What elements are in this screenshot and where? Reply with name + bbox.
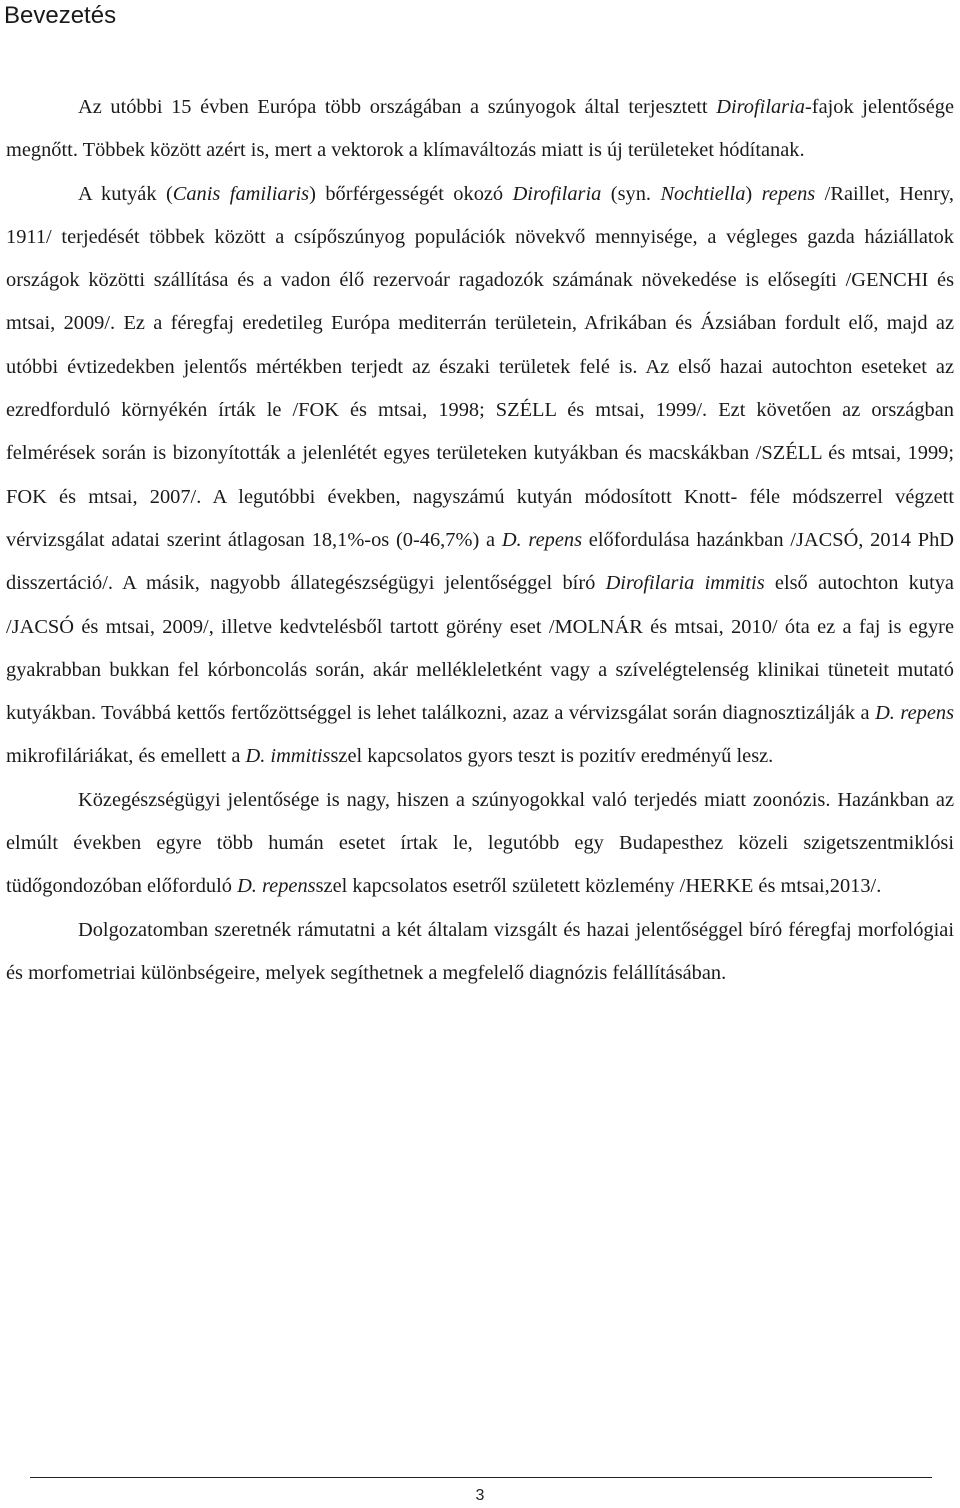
italic-term: D. immitis: [245, 745, 331, 768]
text-run: Dolgozatomban szeretnék rámutatni a két általam vizsgált és hazai jelentőséggel bíró féregfaj morfológiai és morfometriai különbségeire, melyek segíthetnek a megfelelő diagnózis felállításában.: [6, 918, 954, 984]
text-run: szel kapcsolatos esetről született közlemény /HERKE és mtsai,2013/.: [315, 875, 882, 898]
text-run: ) bőrférgességét okozó: [309, 182, 513, 205]
italic-term: D. repens: [875, 702, 955, 725]
page-number: 3: [475, 1487, 485, 1504]
text-run: /Raillet, Henry, 1911/ terjedését többek között a csípőszúnyog populációk növekvő mennyisége, a végleges gazda háziállatok országok közötti szállítása és a vadon élő rezervoár ragadozók számának növekedése is elősegíti /GENCHI és mtsai, 2009/. Ez a féregfaj eredetileg Európa mediterrán területein, Afrikában és Ázsiában fordult elő, majd az utóbbi évtizedekben jelentős mértékben terjedt az északi területek felé is. Az első hazai autochton eseteket az ezredforduló környékén írták le /FOK és mtsai, 1998; SZÉLL és mtsai, 1999/. Ezt követően az országban felmérések során is bizonyították a jelenlétét egyes területeken kutyákban és macskákban /SZÉLL és mtsai, 1999; FOK és mtsai, 2007/. A legutóbbi években, nagyszámú kutyán módosított Knott- féle módszerrel végzett vérvizsgálat adatai szerint átlagosan 18,1%-os (0-46,7%) a: [6, 182, 954, 551]
italic-term: Dirofilaria: [716, 96, 805, 118]
italic-term: Canis familiaris: [172, 182, 310, 205]
italic-term: repens: [761, 182, 816, 205]
paragraph-4: [6, 909, 954, 996]
italic-term: D. repens: [237, 875, 316, 898]
paragraph-3: [6, 779, 954, 909]
text-run: előfordulása hazánkban /JACSÓ, 2014 PhD disszertáció/. A másik, nagyobb állategészségügyi jelentőséggel bíró: [6, 528, 954, 595]
italic-term: Nochtiella: [660, 182, 746, 205]
footer-rule: [30, 1477, 932, 1478]
italic-term: Dirofilaria immitis: [605, 572, 765, 595]
paragraph-2: [6, 173, 954, 779]
italic-term: Dirofilaria: [512, 182, 602, 205]
text-run: A kutyák (: [78, 182, 173, 205]
text-run: (syn.: [601, 182, 661, 205]
text-run: mikrofiláriákat, és emellett a: [6, 745, 246, 768]
text-run: Az utóbbi 15 évben Európa több országában a szúnyogok által terjesztett: [78, 96, 717, 118]
body-text: [6, 86, 954, 995]
page-title: Bevezetés: [4, 2, 117, 29]
text-run: ): [745, 182, 762, 205]
text-run: Közegészségügyi jelentősége is nagy, hiszen a szúnyogokkal való terjedés miatt zoonózis. Hazánkban az elmúlt években egyre több humán esetet írtak le, legutóbb egy Budapesthez közeli szigetszentmiklósi tüdőgondozóban előforduló: [6, 788, 954, 898]
text-run: első autochton kutya /JACSÓ és mtsai, 2009/, illetve kedvtelésből tartott görény eset /MOLNÁR és mtsai, 2010/ óta ez a faj is egyre gyakrabban bukkan fel kórboncolás során, akár mellékleletként vagy a szívelégtelenség klinikai tüneteit mutató kutyákban. Továbbá kettős fertőzöttséggel is lehet találkozni, azaz a vérvizsgálat során diagnosztizálják a: [6, 572, 954, 725]
text-run: szel kapcsolatos gyors teszt is pozitív eredményű lesz.: [330, 745, 774, 768]
text-run: -fajok jelentősége megnőtt. Többek között azért is, mert a vektorok a klímaváltozás miatt is új területeket hódítanak.: [6, 96, 954, 162]
paragraph-1: [6, 86, 954, 173]
italic-term: D. repens: [501, 528, 583, 551]
